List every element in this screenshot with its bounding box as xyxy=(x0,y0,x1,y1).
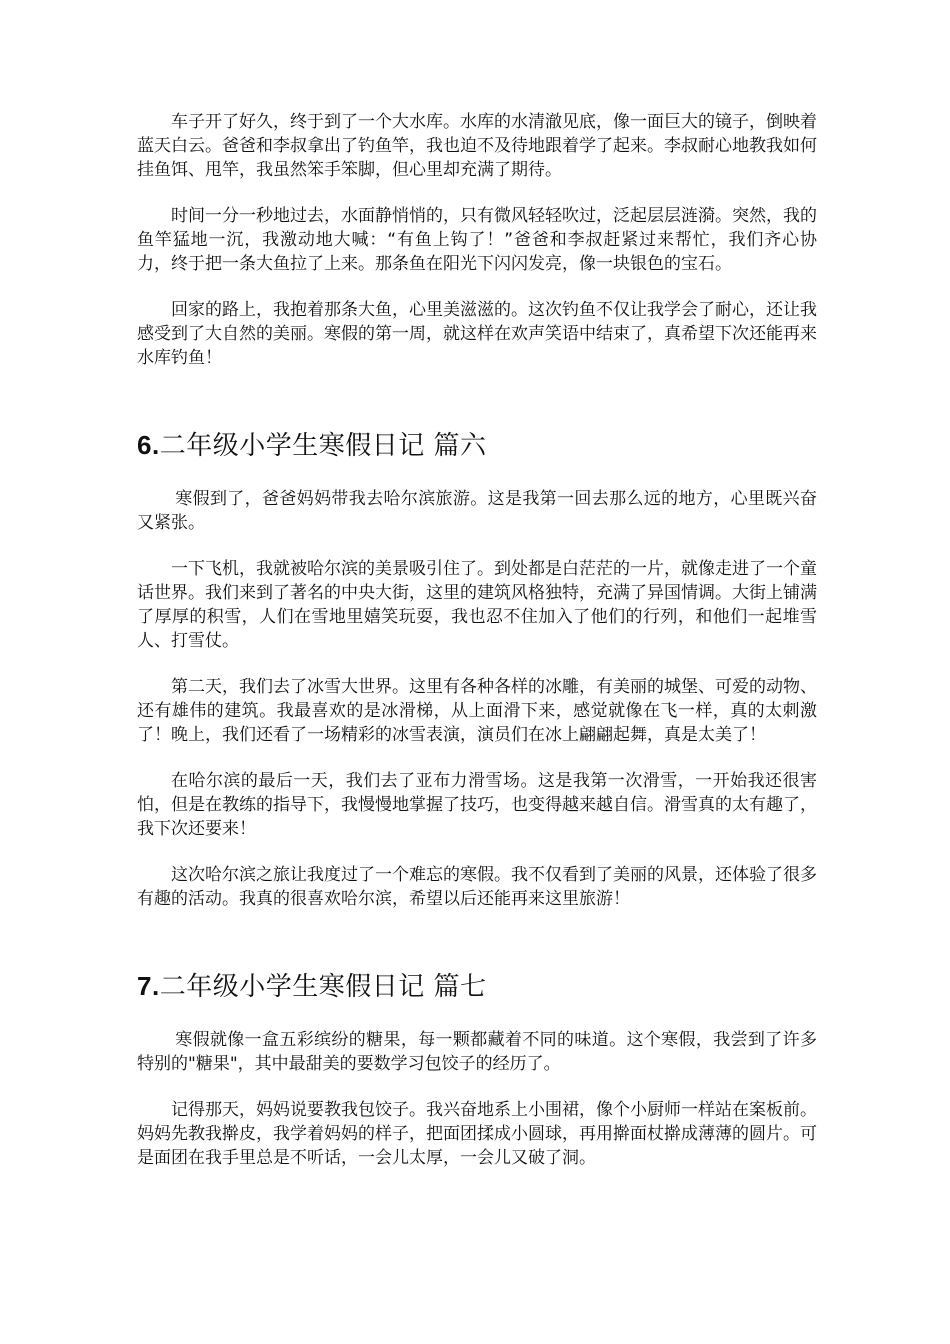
section-title-7: 二年级小学生寒假日记 篇七 xyxy=(159,972,487,1002)
paragraph-s6-3: 第二天，我们去了冰雪大世界。这里有各种各样的冰雕，有美丽的城堡、可爱的动物、还有雄伟的建筑。我最喜欢的是冰滑梯，从上面滑下来，感觉就像在飞一样，真的太刺激了！晚上，我们还看了一场精彩的冰雪表演，演员们在冰上翩翩起舞，真是太美了！ xyxy=(137,677,817,745)
section-title-6: 二年级小学生寒假日记 篇六 xyxy=(159,431,487,461)
paragraph-s6-2: 一下飞机，我就被哈尔滨的美景吸引住了。到处都是白茫茫的一片，就像走进了一个童话世界。我们来到了著名的中央大街，这里的建筑风格独特，充满了异国情调。大街上铺满了厚厚的积雪，人们在雪地里嬉笑玩耍，我也忍不住加入了他们的行列，和他们一起堆雪人、打雪仗。 xyxy=(137,559,817,651)
paragraph-s6-4: 在哈尔滨的最后一天，我们去了亚布力滑雪场。这是我第一次滑雪，一开始我还很害怕，但是在教练的指导下，我慢慢地掌握了技巧，也变得越来越自信。滑雪真的太有趣了，我下次还要来！ xyxy=(137,771,817,839)
paragraph-s6-1: 寒假到了，爸爸妈妈带我去哈尔滨旅游。这是我第一回去那么远的地方，心里既兴奋又紧张。 xyxy=(137,489,817,533)
paragraph-s6-5: 这次哈尔滨之旅让我度过了一个难忘的寒假。我不仅看到了美丽的风景，还体验了很多有趣的活动。我真的很喜欢哈尔滨，希望以后还能再来这里旅游！ xyxy=(137,865,817,909)
paragraph-s5-2: 时间一分一秒地过去，水面静悄悄的，只有微风轻轻吹过，泛起层层涟漪。突然，我的鱼竿猛地一沉，我激动地大喊：“有鱼上钩了！”爸爸和李叔赶紧过来帮忙，我们齐心协力，终于把一条大鱼拉了上来。那条鱼在阳光下闪闪发亮，像一块银色的宝石。 xyxy=(137,206,817,274)
paragraph-s5-3: 回家的路上，我抱着那条大鱼，心里美滋滋的。这次钓鱼不仅让我学会了耐心，还让我感受到了大自然的美丽。寒假的第一周，就这样在欢声笑语中结束了，真希望下次还能再来水库钓鱼！ xyxy=(137,300,817,368)
section-number-7: 7. xyxy=(137,971,160,1001)
paragraph-s7-1: 寒假就像一盒五彩缤纷的糖果，每一颗都藏着不同的味道。这个寒假，我尝到了许多特别的"糖果"，其中最甜美的要数学习包饺子的经历了。 xyxy=(137,1030,817,1074)
section-heading-6 xyxy=(137,428,817,463)
section-number-6: 6. xyxy=(137,430,160,460)
document-page xyxy=(137,110,817,1170)
section-heading-7 xyxy=(137,969,817,1004)
paragraph-s5-1: 车子开了好久，终于到了一个大水库。水库的水清澈见底，像一面巨大的镜子，倒映着蓝天白云。爸爸和李叔拿出了钓鱼竿，我也迫不及待地跟着学了起来。李叔耐心地教我如何挂鱼饵、甩竿，我虽然笨手笨脚，但心里却充满了期待。 xyxy=(137,112,817,180)
paragraph-s7-2: 记得那天，妈妈说要教我包饺子。我兴奋地系上小围裙，像个小厨师一样站在案板前。妈妈先教我擀皮，我学着妈妈的样子，把面团揉成小圆球，再用擀面杖擀成薄薄的圆片。可是面团在我手里总是不听话，一会儿太厚，一会儿又破了洞。 xyxy=(137,1100,817,1168)
